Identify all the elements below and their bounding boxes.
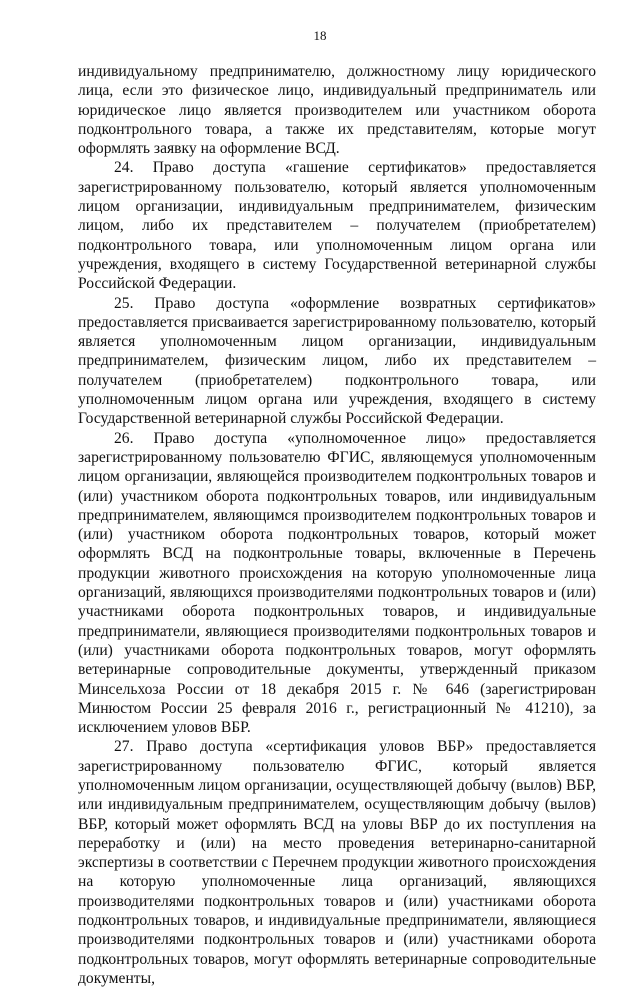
document-body	[78, 62, 596, 988]
paragraph-item-25: 25. Право доступа «оформление возвратных сертификатов» предоставляется присваивается зарегистрированному пользователю, который является уполномоченным лицом организации, индивидуальным предпринимателем, физическим лицом, либо их представителем – получателем (приобретателем) подконтрольного товара, или уполномоченным лицом органа или учреждения, входящего в систему Государственной ветеринарной службы Российской Федерации.	[78, 294, 596, 428]
page-number: 18	[313, 28, 327, 43]
paragraph-item-24: 24. Право доступа «гашение сертификатов» предоставляется зарегистрированному пользователю, который является уполномоченным лицом организации, индивидуальным предпринимателем, физическим лицом, либо их представителем – получателем (приобретателем) подконтрольного товара, или уполномоченным лицом органа или учреждения, входящего в систему Государственной ветеринарной службы Российской Федерации.	[78, 159, 596, 293]
paragraph-item-26: 26. Право доступа «уполномоченное лицо» предоставляется зарегистрированному пользователю ФГИС, являющемуся уполномоченным лицом организации, являющейся производителем подконтрольных товаров и (или) участником оборота подконтрольных товаров, или индивидуальным предпринимателем, являющимся производителем подконтрольных товаров и (или) участником оборота подконтрольных товаров, который может оформлять ВСД на подконтрольные товары, включенные в Перечень продукции животного происхождения на которую уполномоченные лица организаций, являющихся производителями подконтрольных товаров и (или) участниками оборота подконтрольных товаров, и индивидуальные предприниматели, являющиеся производителями подконтрольных товаров и (или) участниками оборота подконтрольных товаров, могут оформлять ветеринарные сопроводительные документы, утвержденный приказом Минсельхоза России от 18 декабря 2015 г. № 646 (зарегистрирован Минюстом России 25 февраля 2016 г., регистрационный № 41210), за исключением уловов ВБР.	[78, 429, 596, 737]
paragraph-continuation: индивидуальному предпринимателю, должностному лицу юридического лица, если это физическое лицо, индивидуальный предприниматель или юридическое лицо является производителем или участником оборота подконтрольного товара, а также их представителям, которые могут оформлять заявку на оформление ВСД.	[78, 63, 596, 158]
paragraph-item-27: 27. Право доступа «сертификация уловов ВБР» предоставляется зарегистрированному пользователю ФГИС, который является уполномоченным лицом организации, осуществляющей добычу (вылов) ВБР, или индивидуальным предпринимателем, осуществляющим добычу (вылов) ВБР, который может оформлять ВСД на уловы ВБР до их поступления на переработку и (или) на место проведения ветеринарно-санитарной экспертизы в соответствии с Перечнем продукции животного происхождения на которую уполномоченные лица организаций, являющихся производителями подконтрольных товаров и (или) участниками оборота подконтрольных товаров, и индивидуальные предприниматели, являющиеся производителями подконтрольных товаров и (или) участниками оборота подконтрольных товаров, могут оформлять ветеринарные сопроводительные документы,	[78, 738, 596, 987]
